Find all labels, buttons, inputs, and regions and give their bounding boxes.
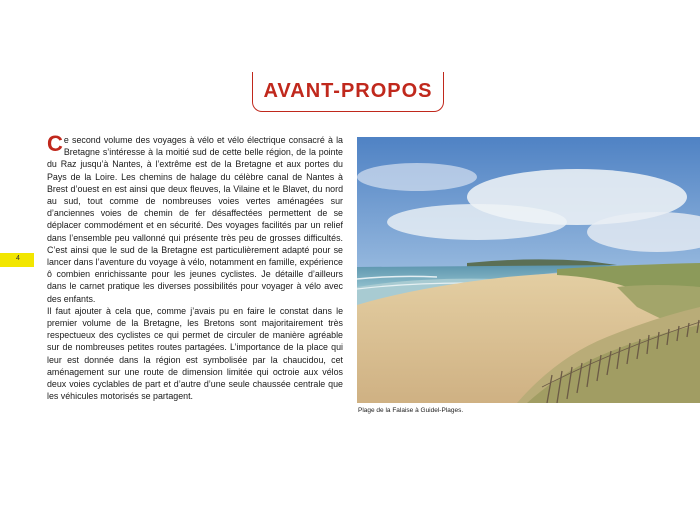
page-title: AVANT-PROPOS <box>263 80 433 102</box>
paragraph-1 <box>47 131 343 305</box>
body-text <box>47 131 343 402</box>
title-box <box>252 72 444 112</box>
page-number: 4 <box>16 255 20 262</box>
paragraph-2: Il faut ajouter à cela que, comme j’avais pu en faire le constat dans le premier volume de la Bretagne, les Bretons sont majoritairement très respectueux des cyclistes ce qui permet de circuler de manière agréable sur de nombreuses petites routes partagées. L’importance de la place qui leur est donnée dans la région est symbolisée par la chaucidou, cet aménagement sur une route de dimension limitée qui octroie aux vélos deux voies cyclables de part et d’autre d’une seule chaussée centrale que les véhicules motorisés se partagent. <box>47 305 343 402</box>
photo-caption: Plage de la Falaise à Guidel-Plages. <box>358 407 464 414</box>
beach-photo <box>357 137 700 403</box>
paragraph-1-text: e second volume des voyages à vélo et vélo électrique consacré à la Bretagne s’intéresse à la moitié sud de cette belle région, de la pointe du Raz jusqu’à Nantes, à l’extrême est de la Bretagne et aux portes du Pays de la Loire. Les chemins de halage du célèbre canal de Nantes à Brest d’ouest en est ainsi que deux fleuves, la Vilaine et le Blavet, du nord au sud, tout comme de nombreuses voies vertes aménagées sur d’anciennes voies de chemin de fer désaffectées permettent de se déplacer commodément et en sécurité. Des voyages facilités par un relief dans l’ensemble peu vallonné qui présente très peu de grosses difficultés. C’est ainsi que le sud de la Bretagne est particulièrement adapté pour se lancer dans l’aventure du voyage à vélo, notamment en famille, expérience ô combien enrichissante pour les jeunes cyclistes. Je détaille d’ailleurs dans le carnet pratique les diverses possibilités pour voyager à vélo avec des enfants. <box>47 135 343 304</box>
dropcap: C <box>47 131 63 156</box>
